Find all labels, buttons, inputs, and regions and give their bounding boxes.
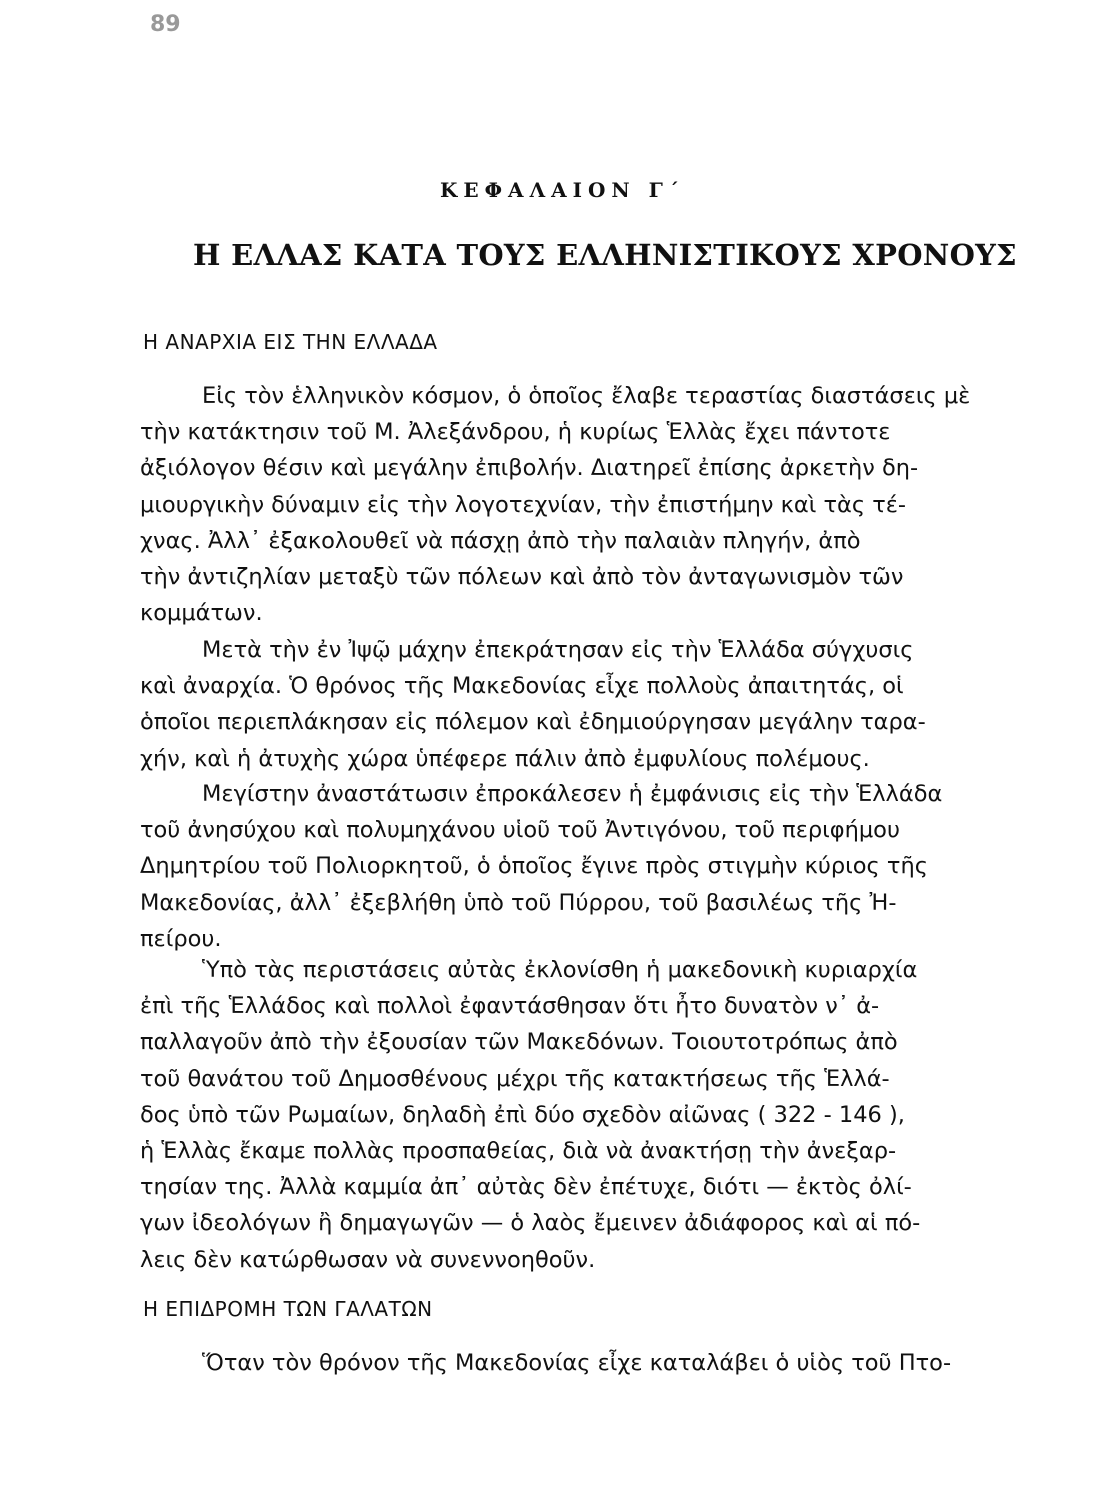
chapter-title: Η ΕΛΛΑΣ ΚΑΤΑ ΤΟΥΣ ΕΛΛΗΝΙΣΤΙΚΟΥΣ ΧΡΟΝΟΥΣ: [193, 238, 1017, 272]
text-line: τοῦ ἀνησύχου καὶ πολυμηχάνου υἱοῦ τοῦ Ἀντιγόνου, τοῦ περιφήμου: [140, 817, 900, 844]
text-line: Ὅταν τὸν θρόνον τῆς Μακεδονίας εἶχε καταλάβει ὁ υἱὸς τοῦ Πτο-: [202, 1350, 952, 1376]
text-line: Μακεδονίας, ἀλλ᾽ ἐξεβλήθη ὑπὸ τοῦ Πύρρου, τοῦ βασιλέως τῆς Ἠ-: [140, 889, 897, 916]
text-line: Εἰς τὸν ἑλληνικὸν κόσμον, ὁ ὁποῖος ἔλαβε τεραστίας διαστάσεις μὲ: [202, 383, 971, 409]
paragraph: [140, 952, 1010, 1278]
text-line: Μεγίστην ἀναστάτωσιν ἐπροκάλεσεν ἡ ἐμφάνισις εἰς τὴν Ἑλλάδα: [202, 781, 943, 807]
text-line: πείρου.: [140, 925, 222, 952]
text-line: γων ἰδεολόγων ἢ δημαγωγῶν — ὁ λαὸς ἔμεινεν ἀδιάφορος καὶ αἱ πό-: [140, 1210, 921, 1237]
text-line: καὶ ἀναρχία. Ὁ θρόνος τῆς Μακεδονίας εἶχε πολλοὺς ἀπαιτητάς, οἱ: [140, 673, 904, 700]
text-line: μιουργικὴν δύναμιν εἰς τὴν λογοτεχνίαν, τὴν ἐπιστήμην καὶ τὰς τέ-: [140, 491, 907, 518]
chapter-label: ΚΕΦΑΛΑΙΟΝ Γ΄: [440, 178, 685, 202]
section-heading-galatians: Η ΕΠΙΔΡΟΜΗ ΤΩΝ ΓΑΛΑΤΩΝ: [143, 1297, 433, 1321]
text-line: χνας. Ἀλλ᾽ ἐξακολουθεῖ νὰ πάσχῃ ἀπὸ τὴν παλαιὰν πληγήν, ἀπὸ: [140, 527, 861, 554]
paragraph: [140, 632, 1010, 777]
text-line: ἀξιόλογον θέσιν καὶ μεγάλην ἐπιβολήν. Διατηρεῖ ἐπίσης ἀρκετὴν δη-: [140, 455, 919, 482]
text-line: ἡ Ἑλλὰς ἔκαμε πολλὰς προσπαθείας, διὰ νὰ ἀνακτήσῃ τὴν ἀνεξαρ-: [140, 1138, 897, 1165]
text-line: τησίαν της. Ἀλλὰ καμμία ἀπ᾽ αὐτὰς δὲν ἐπέτυχε, διότι — ἐκτὸς ὀλί-: [140, 1174, 912, 1201]
text-line: Δημητρίου τοῦ Πολιορκητοῦ, ὁ ὁποῖος ἔγινε πρὸς στιγμὴν κύριος τῆς: [140, 853, 928, 880]
text-line: παλλαγοῦν ἀπὸ τὴν ἐξουσίαν τῶν Μακεδόνων. Τοιουτοτρόπως ἀπὸ: [140, 1029, 898, 1056]
paragraph: [140, 1345, 1010, 1381]
text-line: τὴν κατάκτησιν τοῦ Μ. Ἀλεξάνδρου, ἡ κυρίως Ἑλλὰς ἔχει πάντοτε: [140, 419, 891, 446]
paragraph: [140, 776, 1010, 957]
text-line: δος ὑπὸ τῶν Ρωμαίων, δηλαδὴ ἐπὶ δύο σχεδὸν αἰῶνας ( 322 - 146 ),: [140, 1101, 905, 1128]
text-line: χήν, καὶ ἡ ἀτυχὴς χώρα ὑπέφερε πάλιν ἀπὸ ἐμφυλίους πολέμους.: [140, 745, 870, 772]
text-line: τὴν ἀντιζηλίαν μεταξὺ τῶν πόλεων καὶ ἀπὸ τὸν ἀνταγωνισμὸν τῶν: [140, 564, 904, 591]
text-line: Μετὰ τὴν ἐν Ἰψῷ μάχην ἐπεκράτησαν εἰς τὴν Ἑλλάδα σύγχυσις: [202, 637, 914, 663]
text-line: ἐπὶ τῆς Ἑλλάδος καὶ πολλοὶ ἐφαντάσθησαν ὅτι ἦτο δυνατὸν ν᾽ ἀ-: [140, 993, 880, 1020]
paragraph: [140, 378, 1010, 631]
section-heading-anarchy: Η ΑΝΑΡΧΙΑ ΕΙΣ ΤΗΝ ΕΛΛΑΔΑ: [143, 330, 438, 354]
text-line: ὁποῖοι περιεπλάκησαν εἰς πόλεμον καὶ ἐδημιούργησαν μεγάλην ταρα-: [140, 709, 926, 736]
text-line: λεις δὲν κατώρθωσαν νὰ συνεννοηθοῦν.: [140, 1246, 596, 1273]
text-line: κομμάτων.: [140, 600, 263, 627]
text-line: τοῦ θανάτου τοῦ Δημοσθένους μέχρι τῆς κατακτήσεως τῆς Ἑλλά-: [140, 1065, 890, 1092]
text-line: Ὑπὸ τὰς περιστάσεις αὐτὰς ἐκλονίσθη ἡ μακεδονικὴ κυριαρχία: [202, 957, 918, 983]
page-number: 89: [150, 12, 181, 37]
